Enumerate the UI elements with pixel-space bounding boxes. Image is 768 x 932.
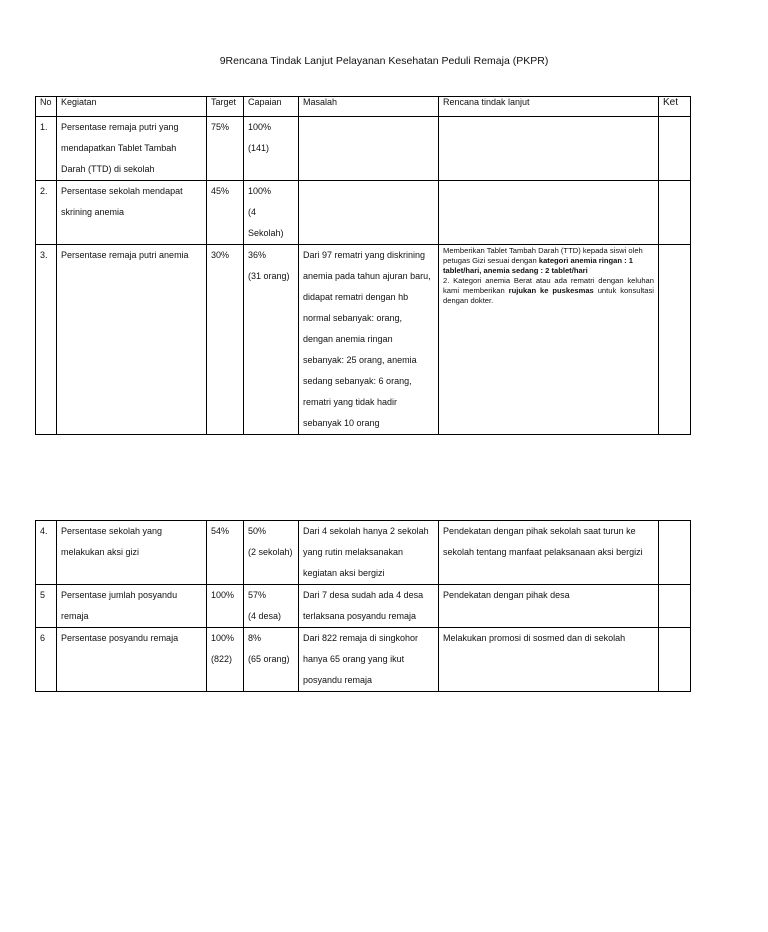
row-target: 75%	[207, 117, 244, 181]
rtl-bold-text: kategori anemia ringan : 1 tablet/hari, anemia sedang : 2 tablet/hari	[443, 256, 633, 275]
row-masalah: Dari 97 rematri yang diskrining anemia pada tahun ajuran baru, didapat rematri dengan hb normal sebanyak: orang, dengan anemia ringan sebanyak: 25 orang, anemia sedang sebanyak: 6 orang, rematri yang tidak hadir sebanyak 10 orang	[299, 245, 439, 435]
capaian-count: (141)	[248, 143, 270, 153]
rtl-paragraph-1	[443, 245, 654, 276]
capaian-count: (31 orang)	[248, 271, 290, 281]
row-no: 4.	[36, 521, 57, 585]
row-no: 5	[36, 585, 57, 628]
row-ket	[659, 117, 691, 181]
row-no: 2.	[36, 181, 57, 245]
row-kegiatan: Persentase jumlah posyandu remaja	[57, 585, 207, 628]
row-rtl: Pendekatan dengan pihak desa	[439, 585, 659, 628]
row-no: 1.	[36, 117, 57, 181]
rtl-paragraph-2	[443, 276, 654, 306]
row-masalah: Dari 822 remaja di singkohor hanya 65 orang yang ikut posyandu remaja	[299, 628, 439, 692]
row-ket	[659, 245, 691, 435]
row-capaian	[244, 628, 299, 692]
row-masalah: Dari 4 sekolah hanya 2 sekolah yang rutin melaksanakan kegiatan aksi bergizi	[299, 521, 439, 585]
row-rtl	[439, 245, 659, 435]
document-title: 9Rencana Tindak Lanjut Pelayanan Kesehatan Peduli Remaja (PKPR)	[219, 55, 549, 67]
capaian-count: (4 Sekolah)	[248, 207, 284, 238]
table-row	[36, 117, 691, 181]
target-value: 100%	[211, 633, 235, 643]
row-capaian	[244, 181, 299, 245]
row-target: 100%	[207, 585, 244, 628]
row-ket	[659, 181, 691, 245]
target-count: (822)	[211, 654, 233, 664]
capaian-value: 100%	[248, 186, 272, 196]
rtl-text: Memberikan Tablet Tambah Darah (TTD) kepada siswi oleh petugas Gizi sesuai dengan	[443, 246, 643, 265]
capaian-value: 36%	[248, 250, 267, 260]
row-ket	[659, 521, 691, 585]
row-kegiatan: Persentase sekolah yang melakukan aksi gizi	[57, 521, 207, 585]
capaian-value: 100%	[248, 122, 272, 132]
row-masalah: Dari 7 desa sudah ada 4 desa terlaksana posyandu remaja	[299, 585, 439, 628]
rtl-table-part-1	[35, 96, 691, 435]
header-ket: Ket	[659, 97, 691, 117]
table-row	[36, 628, 691, 692]
rtl-table-part-2	[35, 520, 691, 692]
header-kegiatan: Kegiatan	[57, 97, 207, 117]
header-rtl: Rencana tindak lanjut	[439, 97, 659, 117]
capaian-value: 8%	[248, 633, 262, 643]
row-no: 3.	[36, 245, 57, 435]
header-no: No	[36, 97, 57, 117]
table-row	[36, 521, 691, 585]
capaian-count: (65 orang)	[248, 654, 290, 664]
row-rtl	[439, 117, 659, 181]
capaian-value: 57%	[248, 590, 267, 600]
rtl-text: 2. Kategori anemia Berat atau ada rematri dengan keluhan kami memberikan	[443, 276, 654, 295]
table-header-row	[36, 97, 691, 117]
header-masalah: Masalah	[299, 97, 439, 117]
row-masalah	[299, 181, 439, 245]
row-kegiatan: Persentase remaja putri yang mendapatkan Tablet Tambah Darah (TTD) di sekolah	[57, 117, 207, 181]
row-no: 6	[36, 628, 57, 692]
table-row	[36, 181, 691, 245]
row-target: 45%	[207, 181, 244, 245]
table-row	[36, 245, 691, 435]
row-kegiatan: Persentase posyandu remaja	[57, 628, 207, 692]
row-capaian	[244, 117, 299, 181]
header-capaian: Capaian	[244, 97, 299, 117]
row-masalah	[299, 117, 439, 181]
row-capaian	[244, 521, 299, 585]
row-target: 54%	[207, 521, 244, 585]
row-ket	[659, 585, 691, 628]
row-rtl	[439, 181, 659, 245]
rtl-text: untuk konsultasi dengan dokter.	[443, 286, 654, 305]
rtl-bold-text: rujukan ke puskesmas	[508, 286, 594, 295]
row-capaian	[244, 585, 299, 628]
row-rtl: Pendekatan dengan pihak sekolah saat turun ke sekolah tentang manfaat pelaksanaan aksi bergizi	[439, 521, 659, 585]
row-kegiatan: Persentase remaja putri anemia	[57, 245, 207, 435]
row-rtl: Melakukan promosi di sosmed dan di sekolah	[439, 628, 659, 692]
row-target: 30%	[207, 245, 244, 435]
capaian-count: (2 sekolah)	[248, 547, 293, 557]
table-row	[36, 585, 691, 628]
row-ket	[659, 628, 691, 692]
header-target: Target	[207, 97, 244, 117]
capaian-value: 50%	[248, 526, 267, 536]
row-target	[207, 628, 244, 692]
row-kegiatan: Persentase sekolah mendapat skrining anemia	[57, 181, 207, 245]
capaian-count: (4 desa)	[248, 611, 282, 621]
row-capaian	[244, 245, 299, 435]
